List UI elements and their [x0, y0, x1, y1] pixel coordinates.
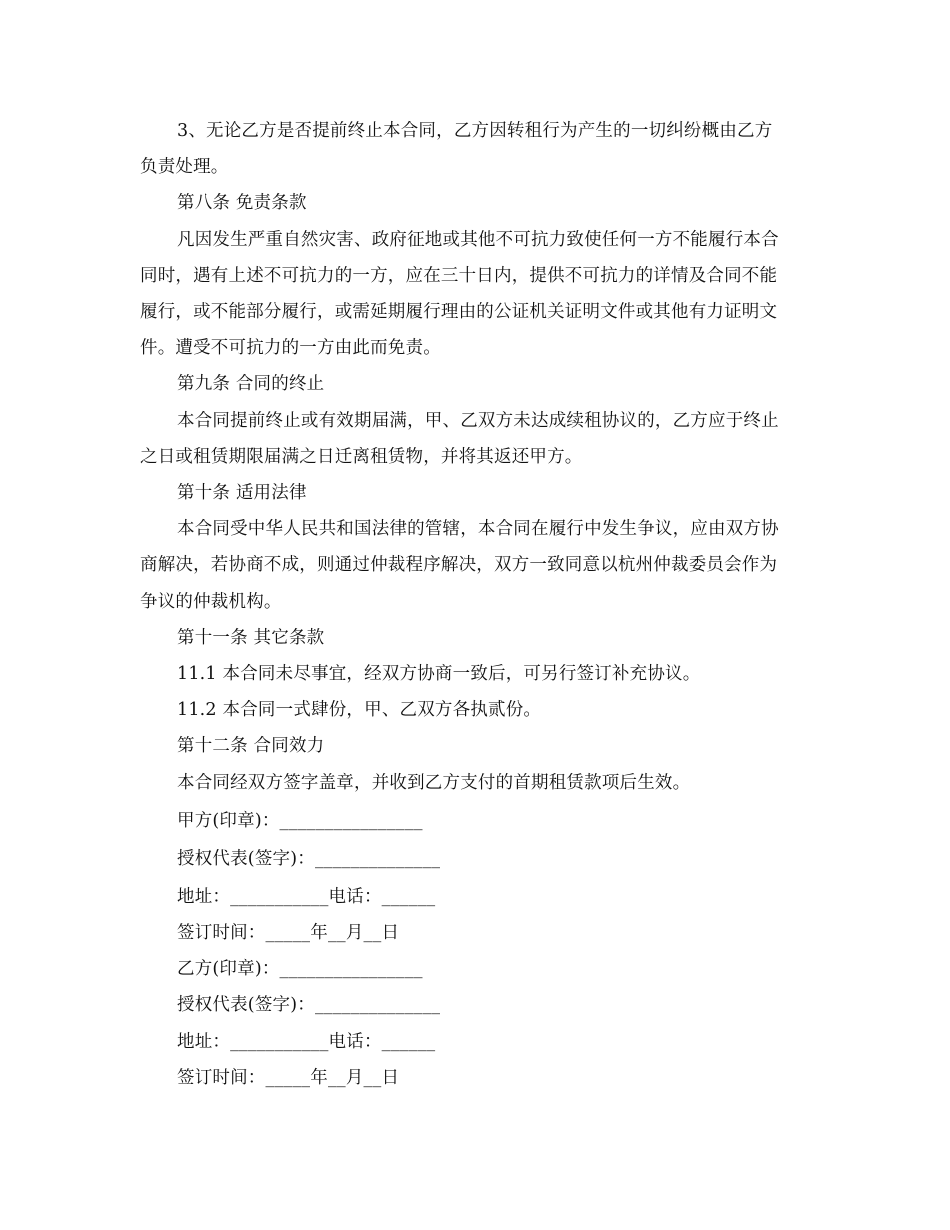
clause-11-heading: 第十一条 其它条款 — [177, 628, 325, 648]
clause-10-text-line-2: 商解决，若协商不成，则通过仲裁程序解决，双方一致同意以杭州仲裁委员会作为 — [140, 555, 778, 575]
party-b-date-line: 签订时间：_____年__月__日 — [177, 1068, 400, 1088]
clause-8-text-line-1: 凡因发生严重自然灾害、政府征地或其他不可抗力致使任何一方不能履行本合 — [177, 230, 779, 250]
clause-10-text-line-3: 争议的仲裁机构。 — [140, 592, 282, 612]
clause-12-text: 本合同经双方签字盖章，并收到乙方支付的首期租赁款项后生效。 — [177, 773, 691, 793]
clause-7-item-3-line-2: 负责处理。 — [140, 157, 229, 177]
party-a-date-line: 签订时间：_____年__月__日 — [177, 923, 400, 943]
clause-11-item-2: 11.2 本合同一式肆份，甲、乙双方各执贰份。 — [177, 700, 542, 720]
clause-10-heading: 第十条 适用法律 — [177, 483, 307, 503]
party-b-address-phone-line: 地址：___________电话：______ — [177, 1032, 436, 1052]
clause-10-text-line-1: 本合同受中华人民共和国法律的管辖，本合同在履行中发生争议，应由双方协 — [177, 519, 779, 539]
clause-7-item-3-line-1: 3、无论乙方是否提前终止本合同，乙方因转租行为产生的一切纠纷概由乙方 — [177, 121, 773, 141]
clause-9-text-line-1: 本合同提前终止或有效期届满，甲、乙双方未达成续租协议的，乙方应于终止 — [177, 411, 779, 431]
party-a-representative-line: 授权代表(签字)：______________ — [177, 849, 441, 869]
clause-8-text-line-3: 履行，或不能部分履行，或需延期履行理由的公证机关证明文件或其他有力证明文 — [140, 302, 778, 322]
clause-9-text-line-2: 之日或租赁期限届满之日迁离租赁物，并将其返还甲方。 — [140, 447, 583, 467]
clause-11-item-1: 11.1 本合同未尽事宜，经双方协商一致后，可另行签订补充协议。 — [177, 664, 701, 684]
party-b-representative-line: 授权代表(签字)：______________ — [177, 995, 441, 1015]
clause-12-heading: 第十二条 合同效力 — [177, 736, 325, 756]
clause-8-text-line-4: 件。遭受不可抗力的一方由此而免责。 — [140, 338, 441, 358]
clause-8-heading: 第八条 免责条款 — [177, 193, 307, 213]
clause-9-heading: 第九条 合同的终止 — [177, 374, 325, 394]
party-a-address-phone-line: 地址：___________电话：______ — [177, 887, 436, 907]
party-a-seal-line: 甲方(印章)：________________ — [177, 811, 423, 831]
clause-8-text-line-2: 同时，遇有上述不可抗力的一方，应在三十日内，提供不可抗力的详情及合同不能 — [140, 266, 778, 286]
party-b-seal-line: 乙方(印章)：________________ — [177, 959, 423, 979]
